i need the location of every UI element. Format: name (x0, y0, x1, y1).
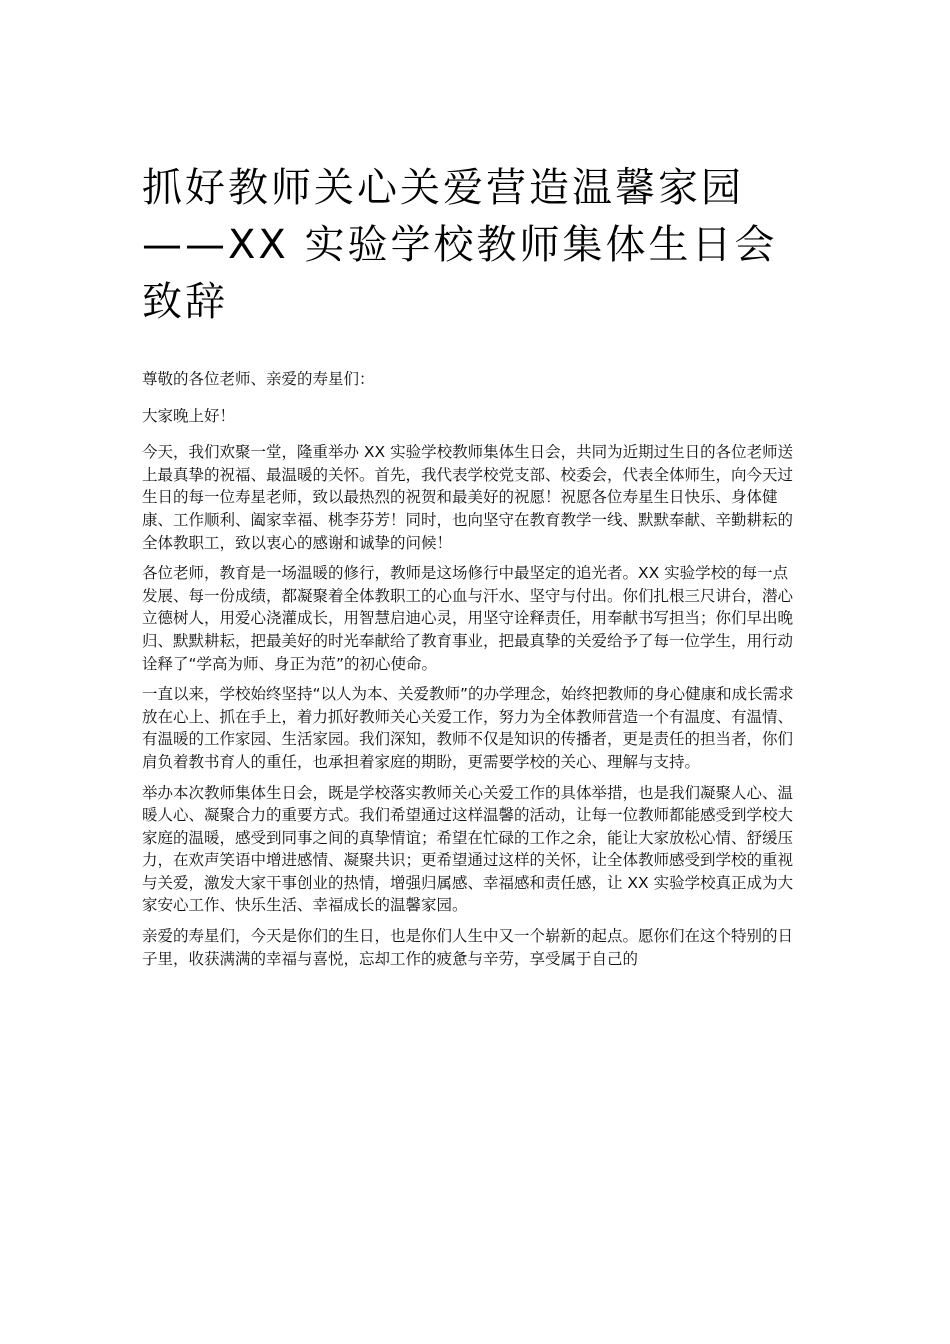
paragraph-4: 举办本次教师集体生日会，既是学校落实教师关心关爱工作的具体举措，也是我们凝聚人心、温暖人心、凝聚合力的重要方式。我们希望通过这样温馨的活动，让每一位教师都能感受到学校大家庭的温暖，感受到同事之间的真挚情谊；希望在忙碌的工作之余，能让大家放松心情、舒缓压力，在欢声笑语中增进感情、凝聚共识；更希望通过这样的关怀，让全体教师感受到学校的重视与关爱，激发大家干事创业的热情，增强归属感、幸福感和责任感，让 XX 实验学校真正成为大家安心工作、快乐生活、幸福成长的温馨家园。 (142, 783, 794, 915)
paragraph-2: 各位老师，教育是一场温暖的修行，教师是这场修行中最坚定的追光者。XX 实验学校的每一点发展、每一份成绩，都凝聚着全体教职工的心血与汗水、坚守与付出。你们扎根三尺讲台，潜心立德树人，用爱心浇灌成长，用智慧启迪心灵，用坚守诠释责任，用奉献书写担当；你们早出晚归、默默耕耘，把最美好的时光奉献给了教育事业，把最真挚的关爱给予了每一位学生，用行动诠释了“学高为师、身正为范”的初心使命。 (142, 564, 794, 673)
paragraph-1: 今天，我们欢聚一堂，隆重举办 XX 实验学校教师集体生日会，共同为近期过生日的各位老师送上最真挚的祝福、最温暖的关怀。首先，我代表学校党支部、校委会，代表全体师生，向今天过生日的每一位寿星老师，致以最热烈的祝贺和最美好的祝愿！祝愿各位寿星生日快乐、身体健康、工作顺利、阖家幸福、桃李芬芳！同时，也向坚守在教育教学一线、默默奉献、辛勤耕耘的全体教职工，致以衷心的感谢和诚挚的问候！ (142, 443, 794, 552)
greeting: 大家晚上好！ (142, 406, 236, 425)
salutation: 尊敬的各位老师、亲爱的寿星们： (142, 370, 375, 388)
paragraph-3: 一直以来，学校始终坚持“以人为本、关爱教师”的办学理念，始终把教师的身心健康和成长需求放在心上、抓在手上，着力抓好教师关心关爱工作，努力为全体教师营造一个有温度、有温情、有温暖的工作家园、生活家园。我们深知，教师不仅是知识的传播者，更是责任的担当者，你们肩负着教书育人的重任，也承担着家庭的期盼，更需要学校的关心、理解与支持。 (142, 685, 794, 771)
document-title: 抓好教师关心关爱营造温馨家园——XX 实验学校教师集体生日会致辞 (142, 165, 778, 325)
paragraph-5: 亲爱的寿星们，今天是你们的生日，也是你们人生中又一个崭新的起点。愿你们在这个特别的日子里，收获满满的幸福与喜悦，忘却工作的疲惫与辛劳，享受属于自己的 (142, 927, 794, 968)
document-body (142, 368, 802, 978)
